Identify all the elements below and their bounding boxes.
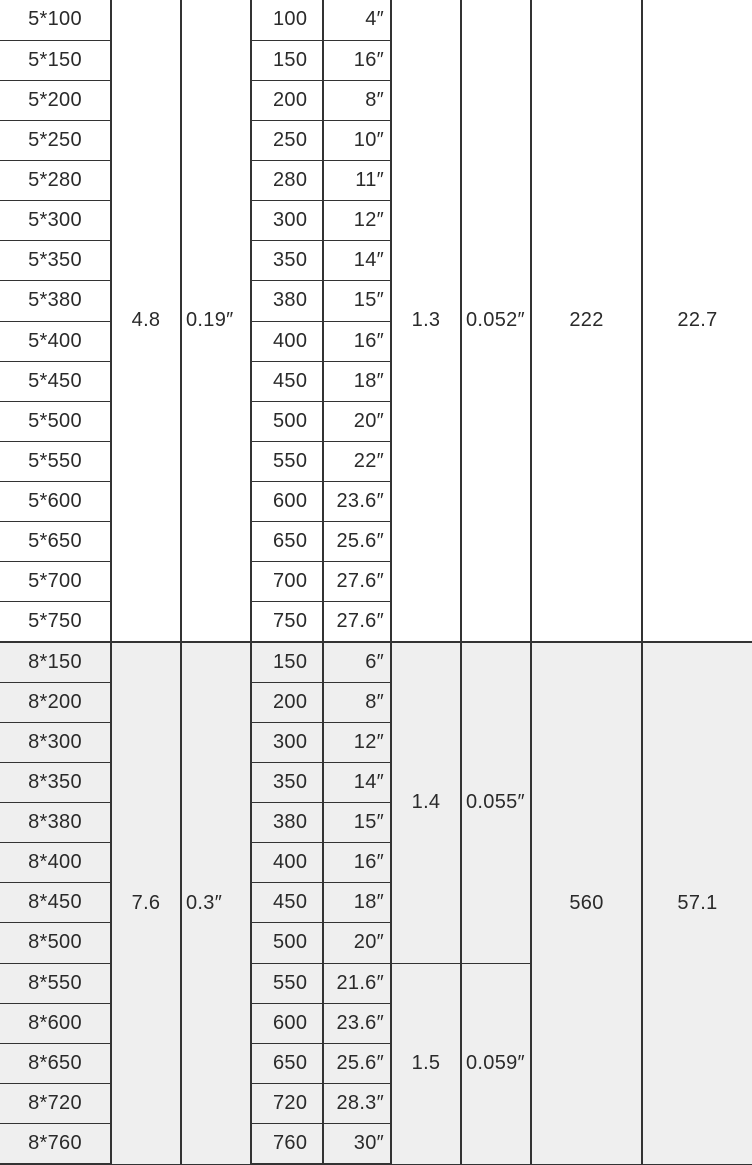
- size-cell: 8*600: [0, 1003, 111, 1043]
- length-mm-cell: 450: [251, 361, 323, 401]
- length-inch-cell: 21.6″: [323, 963, 391, 1003]
- length-inch-cell: 23.6″: [323, 482, 391, 522]
- length-inch-cell: 15″: [323, 281, 391, 321]
- length-inch-cell: 15″: [323, 803, 391, 843]
- size-cell: 5*300: [0, 201, 111, 241]
- length-mm-cell: 280: [251, 161, 323, 201]
- length-inch-cell: 12″: [323, 722, 391, 762]
- length-inch-cell: 8″: [323, 80, 391, 120]
- length-inch-cell: 14″: [323, 241, 391, 281]
- thickness-inch-cell: 0.052″: [461, 0, 531, 642]
- size-cell: 8*550: [0, 963, 111, 1003]
- length-mm-cell: 650: [251, 1043, 323, 1083]
- value-a-cell: 560: [531, 642, 642, 1164]
- length-mm-cell: 450: [251, 883, 323, 923]
- length-inch-cell: 18″: [323, 361, 391, 401]
- length-mm-cell: 200: [251, 80, 323, 120]
- length-mm-cell: 760: [251, 1124, 323, 1165]
- length-inch-cell: 20″: [323, 923, 391, 963]
- length-inch-cell: 6″: [323, 642, 391, 682]
- length-inch-cell: 25.6″: [323, 522, 391, 562]
- size-cell: 5*750: [0, 602, 111, 642]
- length-inch-cell: 16″: [323, 321, 391, 361]
- size-cell: 8*350: [0, 762, 111, 802]
- length-inch-cell: 14″: [323, 762, 391, 802]
- thickness-inch-cell: 0.055″: [461, 642, 531, 963]
- length-mm-cell: 720: [251, 1083, 323, 1123]
- length-mm-cell: 350: [251, 762, 323, 802]
- length-mm-cell: 250: [251, 120, 323, 160]
- length-mm-cell: 200: [251, 682, 323, 722]
- length-mm-cell: 500: [251, 401, 323, 441]
- length-mm-cell: 380: [251, 281, 323, 321]
- diameter-inch-cell: 0.19″: [181, 0, 251, 642]
- table-row: [0, 642, 752, 682]
- length-mm-cell: 500: [251, 923, 323, 963]
- size-cell: 5*400: [0, 321, 111, 361]
- length-inch-cell: 25.6″: [323, 1043, 391, 1083]
- length-inch-cell: 27.6″: [323, 562, 391, 602]
- length-mm-cell: 100: [251, 0, 323, 40]
- thickness-cell: 1.4: [391, 642, 461, 963]
- thickness-cell: 1.3: [391, 0, 461, 642]
- size-cell: 8*150: [0, 642, 111, 682]
- size-cell: 5*450: [0, 361, 111, 401]
- size-cell: 8*380: [0, 803, 111, 843]
- length-inch-cell: 18″: [323, 883, 391, 923]
- length-mm-cell: 380: [251, 803, 323, 843]
- diameter-inch-cell: 0.3″: [181, 642, 251, 1164]
- size-cell: 5*550: [0, 441, 111, 481]
- length-inch-cell: 20″: [323, 401, 391, 441]
- thickness-inch-cell: 0.059″: [461, 963, 531, 1164]
- length-mm-cell: 700: [251, 562, 323, 602]
- size-cell: 8*450: [0, 883, 111, 923]
- size-cell: 8*400: [0, 843, 111, 883]
- size-cell: 8*300: [0, 722, 111, 762]
- length-inch-cell: 11″: [323, 161, 391, 201]
- length-mm-cell: 300: [251, 722, 323, 762]
- length-mm-cell: 350: [251, 241, 323, 281]
- length-inch-cell: 30″: [323, 1124, 391, 1165]
- length-inch-cell: 27.6″: [323, 602, 391, 642]
- diameter-cell: 7.6: [111, 642, 181, 1164]
- length-inch-cell: 8″: [323, 682, 391, 722]
- length-mm-cell: 400: [251, 843, 323, 883]
- value-b-cell: 57.1: [642, 642, 752, 1164]
- length-inch-cell: 22″: [323, 441, 391, 481]
- size-cell: 8*200: [0, 682, 111, 722]
- length-mm-cell: 650: [251, 522, 323, 562]
- table-row: [0, 0, 752, 40]
- length-inch-cell: 4″: [323, 0, 391, 40]
- size-cell: 5*380: [0, 281, 111, 321]
- size-cell: 8*760: [0, 1124, 111, 1165]
- size-cell: 5*100: [0, 0, 111, 40]
- size-cell: 5*200: [0, 80, 111, 120]
- value-b-cell: 22.7: [642, 0, 752, 642]
- size-cell: 8*650: [0, 1043, 111, 1083]
- length-mm-cell: 300: [251, 201, 323, 241]
- size-cell: 5*350: [0, 241, 111, 281]
- thickness-cell: 1.5: [391, 963, 461, 1164]
- size-cell: 5*500: [0, 401, 111, 441]
- length-mm-cell: 150: [251, 642, 323, 682]
- value-a-cell: 222: [531, 0, 642, 642]
- size-cell: 5*250: [0, 120, 111, 160]
- diameter-cell: 4.8: [111, 0, 181, 642]
- length-mm-cell: 600: [251, 482, 323, 522]
- length-mm-cell: 600: [251, 1003, 323, 1043]
- length-mm-cell: 750: [251, 602, 323, 642]
- length-mm-cell: 550: [251, 441, 323, 481]
- length-inch-cell: 16″: [323, 40, 391, 80]
- length-inch-cell: 23.6″: [323, 1003, 391, 1043]
- length-mm-cell: 150: [251, 40, 323, 80]
- size-cell: 5*650: [0, 522, 111, 562]
- length-mm-cell: 550: [251, 963, 323, 1003]
- size-cell: 5*700: [0, 562, 111, 602]
- length-mm-cell: 400: [251, 321, 323, 361]
- size-cell: 5*150: [0, 40, 111, 80]
- size-cell: 5*600: [0, 482, 111, 522]
- length-inch-cell: 12″: [323, 201, 391, 241]
- size-cell: 5*280: [0, 161, 111, 201]
- size-cell: 8*720: [0, 1083, 111, 1123]
- length-inch-cell: 16″: [323, 843, 391, 883]
- length-inch-cell: 28.3″: [323, 1083, 391, 1123]
- length-inch-cell: 10″: [323, 120, 391, 160]
- size-cell: 8*500: [0, 923, 111, 963]
